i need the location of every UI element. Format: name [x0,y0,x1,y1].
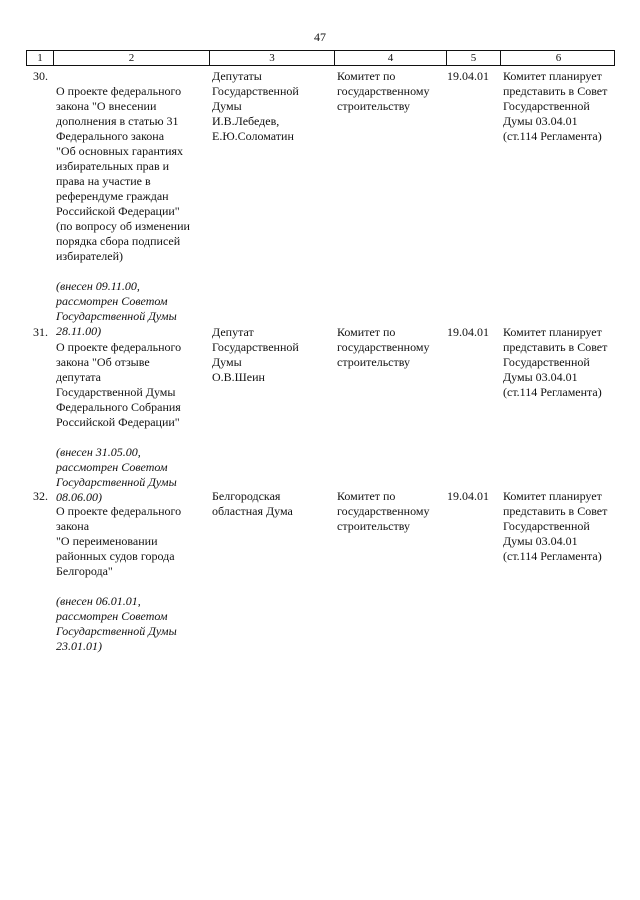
bill-committee: Комитет по государственному строительству [337,325,430,369]
bill-note: (внесен 06.01.01, рассмотрен Советом Государственной Думы 23.01.01) [56,594,177,653]
column-header-3: 3 [209,51,334,65]
bill-title: О проекте федерального закона "О внесении дополнения в статью 31 Федерального закона "Об основных гарантиях избирательных прав и права на участие в референдуме граждан Российской Федерации" (по вопросу об изменении порядка сбора подписей избирателей) [56,84,190,263]
bill-date: 19.04.01 [447,69,489,83]
bill-status: Комитет планирует представить в Совет Государственной Думы 03.04.01 (ст.114 Регламента) [503,325,608,399]
bill-title: О проекте федерального закона "О переименовании районных судов города Белгорода" [56,504,182,578]
column-header-6: 6 [500,51,616,65]
bill-title-cell [52,69,208,354]
row-number: 32. [33,489,48,503]
bill-note: (внесен 31.05.00, рассмотрен Советом Государственной Думы 08.06.00) [56,445,177,504]
column-header-5: 5 [446,51,500,65]
page-number: 47 [314,30,326,44]
column-header-1: 1 [37,52,43,64]
bill-author: Белгородская областная Дума [212,489,293,518]
column-header-4: 4 [334,51,446,65]
bill-status: Комитет планирует представить в Совет Государственной Думы 03.04.01 (ст.114 Регламента) [503,69,608,143]
bill-title: О проекте федерального закона "Об отзыве депутата Государственной Думы Федерального Собрания Российской Федерации" [56,340,182,429]
bill-committee: Комитет по государственному строительству [337,69,430,113]
table-header-row [26,50,615,66]
bill-note: (внесен 09.11.00, рассмотрен Советом Государственной Думы 28.11.00) [56,279,177,338]
bill-date: 19.04.01 [447,325,489,339]
bill-title-cell [52,489,208,669]
bill-date: 19.04.01 [447,489,489,503]
bill-author: Депутаты Государственной Думы И.В.Лебедев, Е.Ю.Соломатин [212,69,299,143]
table-row [26,489,615,669]
bill-committee: Комитет по государственному строительству [337,489,430,533]
bill-author: Депутат Государственной Думы О.В.Шеин [212,325,299,384]
row-number: 30. [33,69,48,83]
column-header-2: 2 [53,51,209,65]
table-row [26,69,615,354]
row-number: 31. [33,325,48,339]
bills-table [26,50,615,653]
bill-status: Комитет планирует представить в Совет Государственной Думы 03.04.01 (ст.114 Регламента) [503,489,608,563]
